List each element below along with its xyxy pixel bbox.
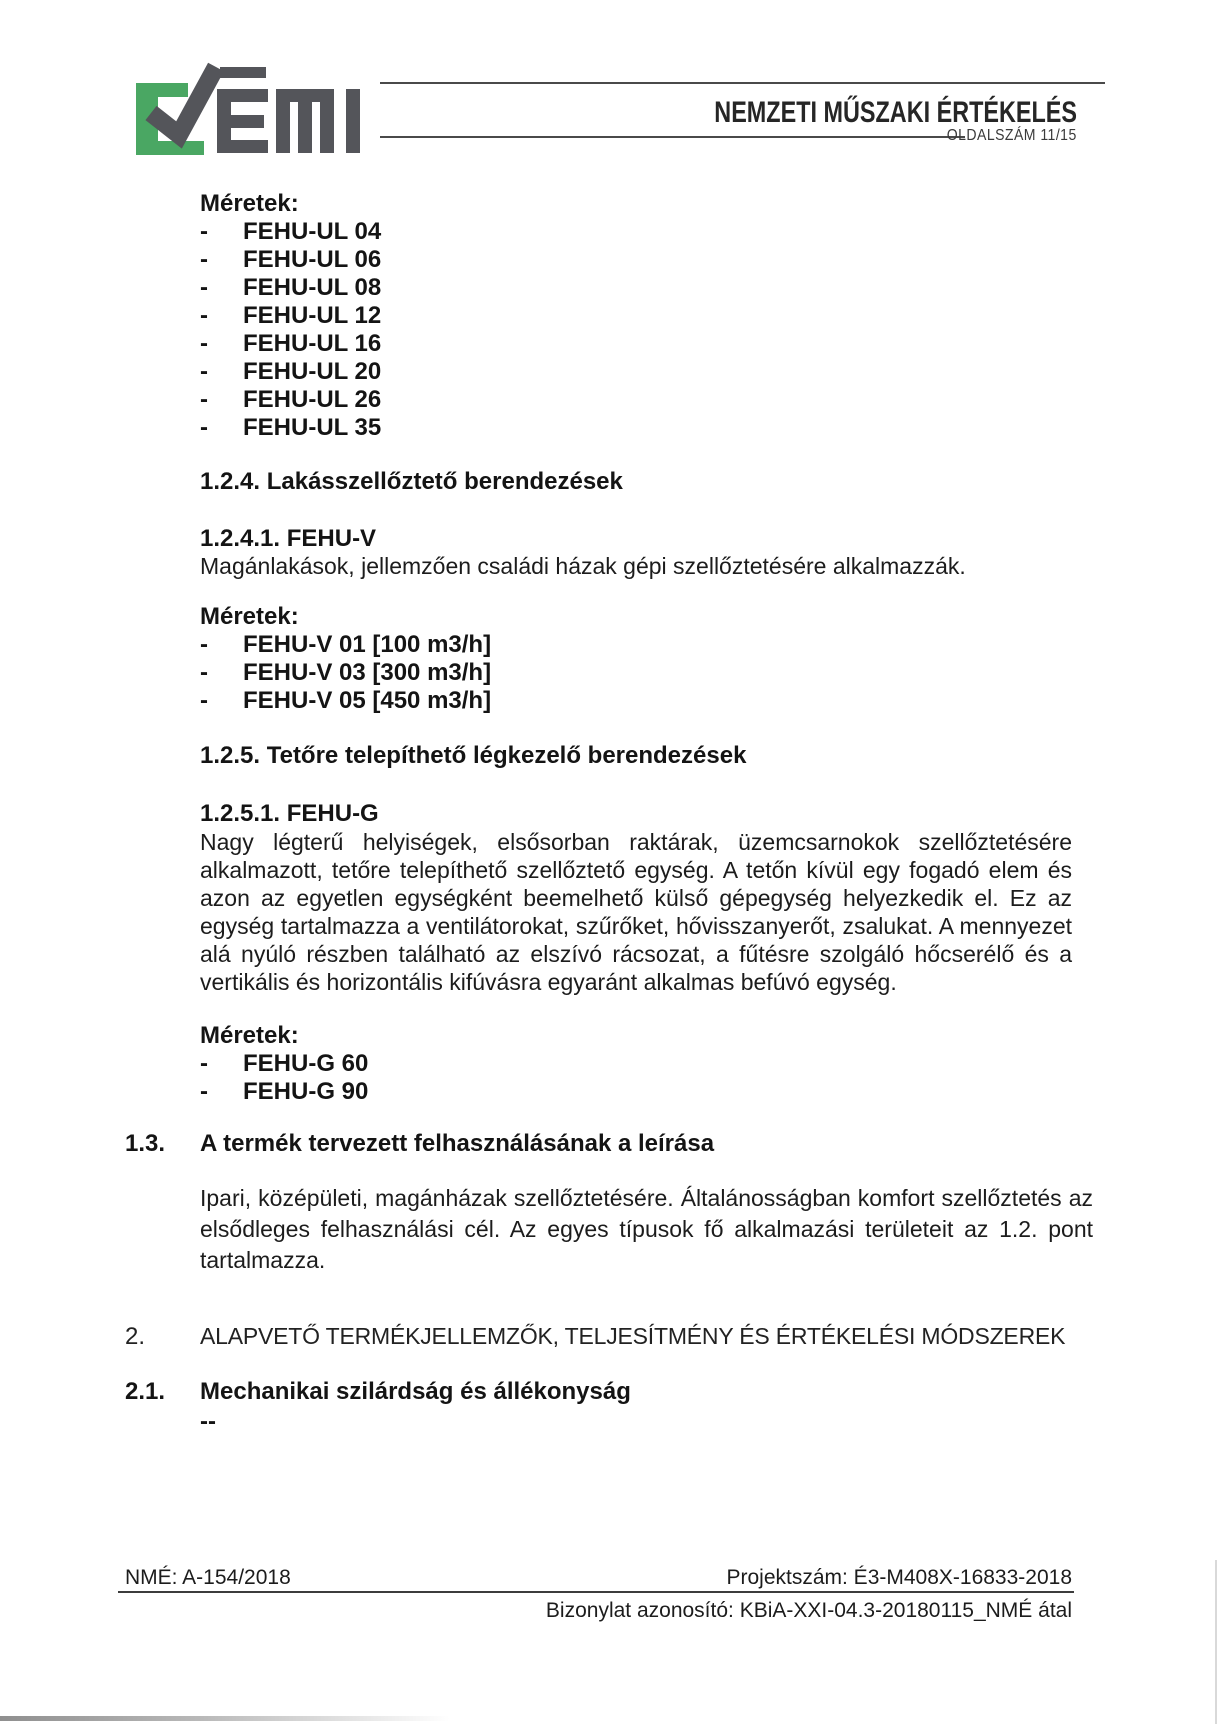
section-heading-1-2-4-1: 1.2.4.1. FEHU-V — [200, 525, 377, 552]
document-title — [380, 96, 1077, 130]
list-item-label: FEHU-V 01 [100 m3/h] — [243, 631, 492, 658]
bullet-dash: - — [200, 414, 208, 441]
bullet-dash: - — [200, 246, 208, 273]
list-item-label: FEHU-UL 20 — [243, 358, 382, 385]
footer-project-number: Projektszám: É3-M408X-16833-2018 — [726, 1566, 1072, 1589]
list-item — [200, 414, 381, 442]
list-item-label: FEHU-UL 16 — [243, 330, 382, 357]
sizes-list-fehu-g — [200, 1022, 368, 1106]
list-item — [200, 302, 381, 330]
section-heading-1-2-5: 1.2.5. Tetőre telepíthető légkezelő berendezések — [200, 742, 747, 769]
list-item — [200, 1050, 368, 1078]
paragraph-fehu-g: Nagy légterű helyiségek, elsősorban raktárak, üzemcsarnokok szellőztetésére alkalmazott, tetőre telepíthető szellőztető egység. A tetőn kívül egy fogadó elem és azon az egyetlen egységként beemelhető külső gépegység helyezkedik el. Ez az egység tartalmazza a ventilátorokat, szűrőket, hővisszanyerőt, zsalukat. A mennyezet alá nyúló részben található az elszívó rácsozat, a fűtésre szolgáló hőcserélő és a vertikális és horizontális kifúvásra egyaránt alkalmas befúvó egység. — [200, 829, 1072, 995]
list-item-label: FEHU-UL 04 — [243, 218, 382, 245]
list-item — [200, 330, 381, 358]
list-item — [200, 687, 491, 715]
bullet-dash: - — [200, 358, 208, 385]
list-item-label: FEHU-V 05 [450 m3/h] — [243, 687, 492, 714]
list-item — [200, 386, 381, 414]
section-number: 2. — [125, 1323, 146, 1350]
list-item-label: FEHU-UL 08 — [243, 274, 382, 301]
page-number — [380, 127, 1077, 145]
list-item-label: FEHU-G 90 — [243, 1078, 369, 1105]
logo-checkmark-icon — [151, 67, 216, 135]
bullet-dash: - — [200, 274, 208, 301]
list-item-label: FEHU-UL 26 — [243, 386, 382, 413]
section-number: 1.3. — [125, 1130, 166, 1157]
header-rule-top — [380, 82, 1105, 84]
bullet-dash: - — [200, 631, 208, 658]
list-item-label: FEHU-UL 06 — [243, 246, 382, 273]
bullet-dash: - — [200, 687, 208, 714]
footer-nme-number: NMÉ: A-154/2018 — [125, 1566, 291, 1589]
list-item — [200, 659, 491, 687]
list-item-label: FEHU-UL 35 — [243, 414, 382, 441]
list-item-label: FEHU-UL 12 — [243, 302, 382, 329]
emi-logo — [136, 61, 362, 157]
section-title: A termék tervezett felhasználásának a leírása — [200, 1130, 715, 1157]
bullet-dash: - — [200, 218, 208, 245]
sizes-label: Méretek: — [200, 190, 299, 217]
scan-edge-artifact — [1215, 1560, 1217, 1724]
section-number: 2.1. — [125, 1378, 166, 1405]
bullet-dash: - — [200, 386, 208, 413]
sizes-label: Méretek: — [200, 603, 299, 630]
section-heading-1-2-4: 1.2.4. Lakásszellőztető berendezések — [200, 468, 623, 495]
paragraph-intended-use: Ipari, középületi, magánházak szellőztetésére. Általánosságban komfort szellőztetés az elsődleges felhasználási cél. Az egyes típusok fő alkalmazási területeit az 1.2. pont tartalmazza. — [200, 1185, 1093, 1273]
bullet-dash: - — [200, 302, 208, 329]
sizes-list-fehu-ul — [200, 190, 381, 442]
list-item — [200, 218, 381, 246]
section-title: ALAPVETŐ TERMÉKJELLEMZŐK, TELJESÍTMÉNY ÉS ÉRTÉKELÉSI MÓDSZEREK — [200, 1323, 1066, 1349]
footer-receipt-id: Bizonylat azonosító: KBiA-XXI-04.3-20180115_NMÉ átal — [545, 1599, 1072, 1622]
list-item-label: FEHU-V 03 [300 m3/h] — [243, 659, 492, 686]
bullet-dash: - — [200, 330, 208, 357]
list-item — [200, 274, 381, 302]
footer-rule — [118, 1591, 1074, 1593]
list-item — [200, 358, 381, 386]
section-title: Mechanikai szilárdság és állékonyság — [200, 1378, 631, 1405]
document-title-text: NEMZETI MŰSZAKI ÉRTÉKELÉS — [714, 96, 1077, 129]
sizes-list-fehu-v — [200, 603, 491, 715]
list-item — [200, 246, 381, 274]
scan-bottom-artifact — [0, 1716, 450, 1721]
bullet-dash: - — [200, 1050, 208, 1077]
paragraph-fehu-v: Magánlakások, jellemzően családi házak gépi szellőztetésére alkalmazzák. — [200, 553, 966, 579]
sizes-label: Méretek: — [200, 1022, 299, 1049]
page-number-text: OLDALSZÁM 11/15 — [947, 127, 1077, 144]
bullet-dash: - — [200, 659, 208, 686]
section-heading-1-2-5-1: 1.2.5.1. FEHU-G — [200, 800, 379, 827]
bullet-dash: - — [200, 1078, 208, 1105]
section-2-1-placeholder: -- — [200, 1408, 216, 1435]
list-item — [200, 631, 491, 659]
logo-letters — [217, 67, 360, 153]
list-item — [200, 1078, 368, 1106]
list-item-label: FEHU-G 60 — [243, 1050, 369, 1077]
